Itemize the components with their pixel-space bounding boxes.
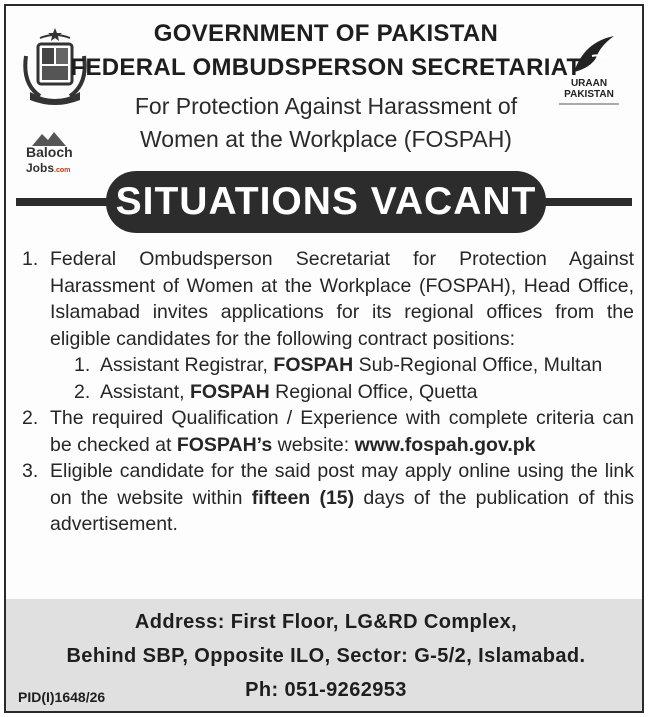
item-number: 1. bbox=[22, 248, 39, 270]
position-title: Assistant, bbox=[100, 380, 190, 403]
position-item bbox=[22, 352, 634, 379]
item-text-mid: website: bbox=[272, 433, 355, 456]
item-number: 2. bbox=[22, 407, 39, 429]
header-subtitle-1: For Protection Against Harassment of bbox=[134, 93, 518, 119]
item-text: The required Qualification / Experience with complete criteria can be checked at bbox=[50, 407, 634, 456]
position-org: FOSPAH bbox=[273, 354, 354, 376]
header-subtitle-2: Women at the Workplace (FOSPAH) bbox=[140, 126, 512, 152]
address-line-2: Behind SBP, Opposite ILO, Sector: G-5/2, Islamabad. bbox=[66, 645, 586, 667]
header-government: GOVERNMENT OF PAKISTAN bbox=[153, 20, 499, 47]
position-number: 1. bbox=[74, 354, 91, 376]
list-item bbox=[22, 458, 634, 538]
address-footer bbox=[6, 599, 644, 713]
item-number: 3. bbox=[22, 460, 39, 482]
position-title: Assistant Registrar, bbox=[100, 354, 274, 376]
list-item bbox=[22, 405, 634, 458]
item-text: Federal Ombudsperson Secretariat for Protection Against Harassment of Women at the Workplace (FOSPAH), Head Office, Islamabad invites applications for its regional offices from the eligible candidates for the following contract positions: bbox=[50, 248, 634, 350]
watermark-line2: Jobs.com bbox=[26, 161, 71, 175]
list-item bbox=[22, 246, 634, 352]
advertisement bbox=[4, 4, 644, 713]
item-text: Eligible candidate for the said post may apply online using the link on the website within bbox=[50, 460, 634, 509]
uraan-logo-text: URAAN PAKISTAN bbox=[564, 78, 614, 100]
situations-vacant-banner: SITUATIONS VACANT bbox=[106, 171, 546, 233]
item-text-end: days of the publication of this advertisement. bbox=[50, 486, 634, 535]
org-name: FOSPAH’s bbox=[176, 433, 273, 456]
phone-number: Ph: 051-9262953 bbox=[245, 679, 407, 701]
position-office: Regional Office, Quetta bbox=[269, 380, 478, 403]
deadline-days: fifteen (15) bbox=[251, 486, 355, 509]
position-number: 2. bbox=[74, 380, 91, 403]
position-org: FOSPAH bbox=[189, 380, 270, 403]
position-office: Sub-Regional Office, Multan bbox=[353, 354, 603, 376]
position-item bbox=[22, 379, 634, 406]
website-link[interactable]: www.fospah.gov.pk bbox=[354, 433, 536, 456]
advert-body bbox=[22, 246, 634, 538]
watermark-line1: Baloch bbox=[26, 144, 73, 160]
pid-code: PID(I)1648/26 bbox=[18, 689, 106, 705]
address-line-1: Address: First Floor, LG&RD Complex, bbox=[134, 611, 518, 633]
header-secretariat: FEDERAL OMBUDSPERSON SECRETARIAT bbox=[70, 54, 582, 81]
